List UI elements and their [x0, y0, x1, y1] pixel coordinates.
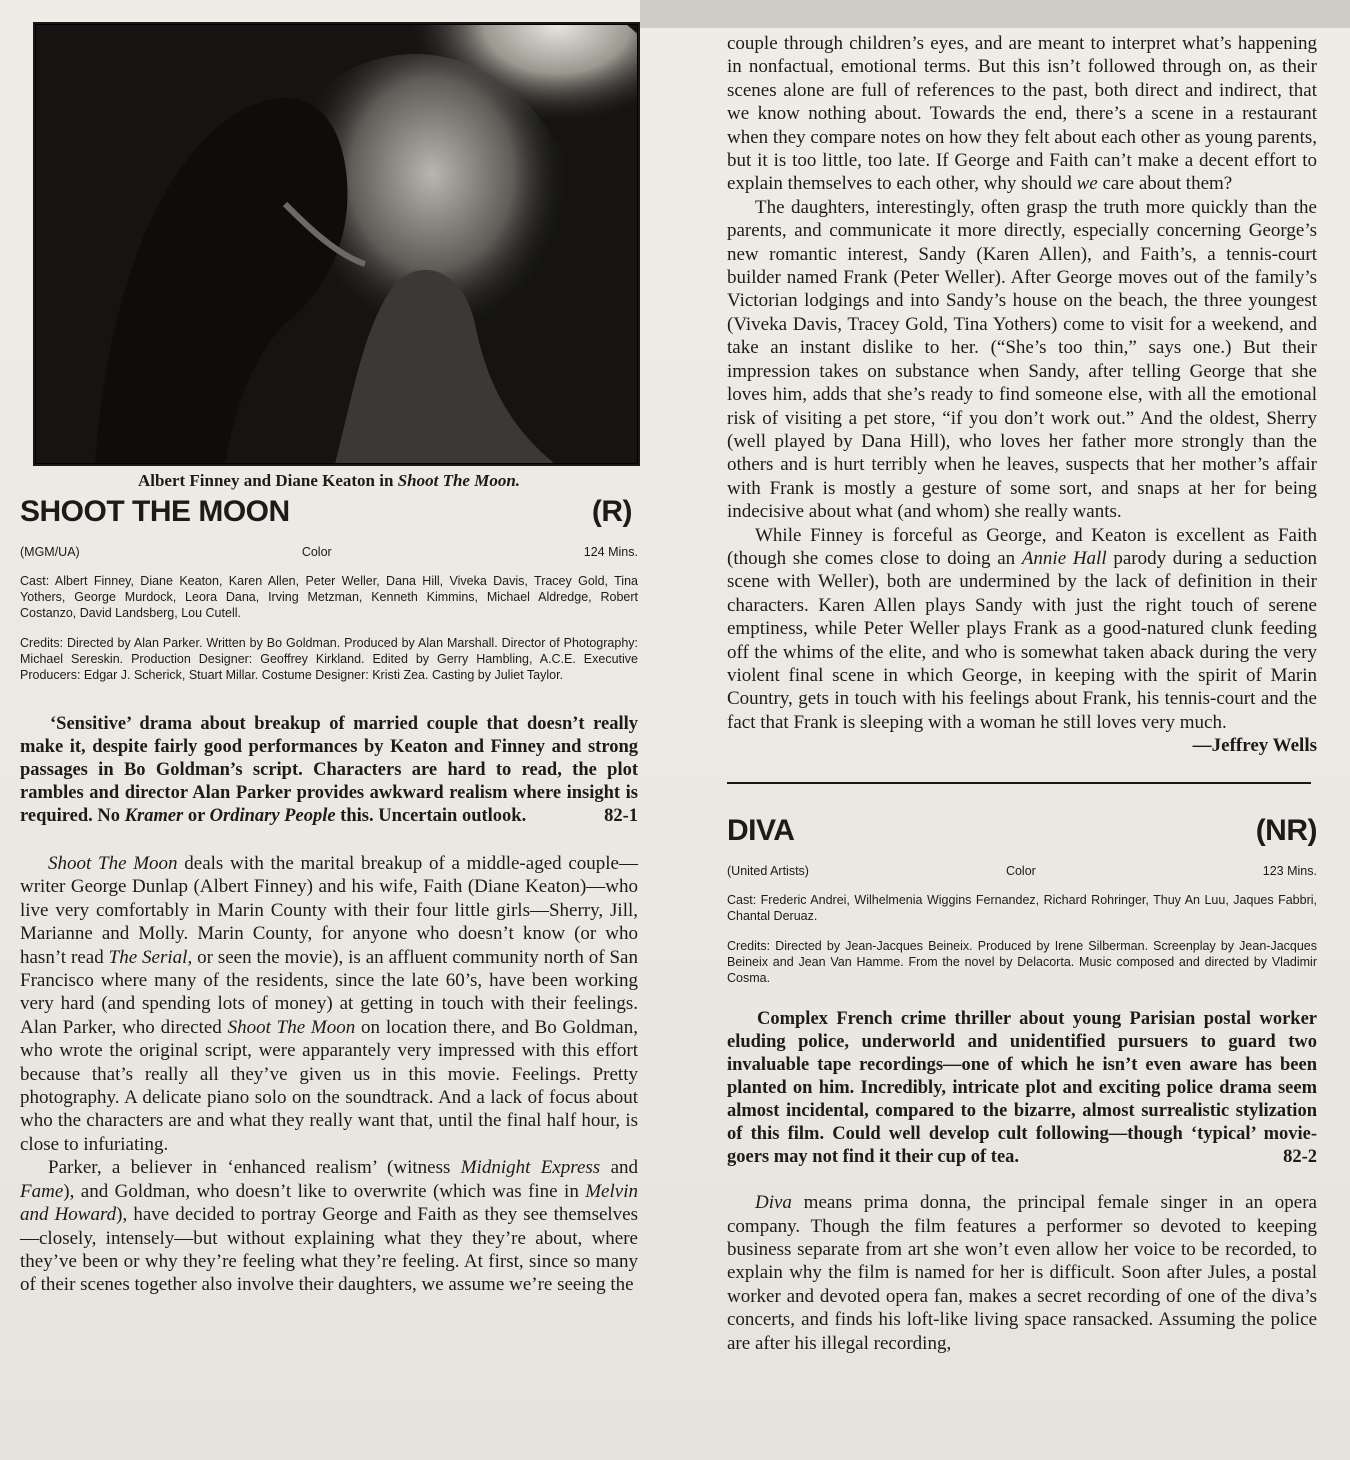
review-signature: —Jeffrey Wells [1192, 735, 1317, 757]
film-rating: (R) [591, 495, 632, 528]
photo-illustration [35, 24, 638, 464]
film-rating: (NR) [1255, 814, 1317, 848]
film-title: SHOOT THE MOON [20, 495, 290, 528]
film-cast: Cast: Frederic Andrei, Wilhelmenia Wiggins Fernandez, Richard Rohringer, Thuy An Luu, Jaques Fabbri, Chantal Deruaz. [727, 893, 1317, 924]
film-runtime: 123 Mins. [1262, 864, 1317, 879]
left-column [20, 22, 638, 1297]
review-body-left [20, 852, 638, 1297]
review-paragraph: While Finney is forceful as George, and Keaton is excellent as Faith (though she comes close to doing an Annie Hall parody during a seduction scene with Weller), both are undermined by the lack of definition in their characters. Karen Allen plays Sandy with just the right touch of serene emptiness, while Peter Weller plays Frank as a good-natured clunk feeding off the whims of the elite, and who is somewhat taken aback during the very violent final scene in which George, in keeping with the spirit of Marin Country, gets in touch with his feelings about Frank, his tennis-court and the fact that Frank is sleeping with a woman he still loves very much. —Jeffrey Wells [727, 524, 1317, 757]
section-divider [727, 782, 1311, 784]
review-summary: ‘Sensitive’ drama about breakup of married couple that doesn’t really make it, despite fairly good performances by Keaton and Finney and strong passages in Bo Goldman’s script. Characters are hard to read, the plot rambles and director Alan Parker provides awkward realism where insight is required. No Kramer or Ordinary People this. Uncertain outlook. 82-1 [20, 714, 638, 826]
film-still-photo [33, 22, 640, 466]
review-body-right [727, 32, 1317, 757]
film-color: Color [1005, 864, 1036, 879]
review-paragraph: Parker, a believer in ‘enhanced realism’ (witness Midnight Express and Fame), and Goldman, who doesn’t like to overwrite (which was fine in Melvin and Howard), have decided to portray George and Faith as they see themselves—closely, intensely—but without explaining what they they’re about, where they’ve been or why they’re feeling what they’re feeling. At first, since so many of their scenes together also involve their daughters, we assume we’re seeing the [20, 1157, 638, 1296]
review-paragraph: couple through children’s eyes, and are meant to interpret what’s happening in nonfactual, emotional terms. But this isn’t followed through on, as their scenes alone are full of references to the past, both direct and indirect, that we know nothing about. Towards the end, there’s a scene in a restaurant when they compare notes on how they felt about each other as young parents, but it is too little, too late. If George and Faith can’t make a decent effort to explain themselves to each other, why should we care about them? [727, 33, 1317, 195]
review-paragraph: Diva means prima donna, the principal female singer in an opera company. Though the film features a performer so devoted to keeping business separate from art she won’t even allow her voice to be recorded, to explain why the film is named for her is difficult. Soon after Jules, a postal worker and devoted opera fan, makes a secret recording of one of the diva’s concerts, and finds his loft-like living space ransacked. Assuming the police are after his illegal recording, [727, 1192, 1317, 1354]
film-meta [727, 864, 1317, 878]
film-cast: Cast: Albert Finney, Diane Keaton, Karen Allen, Peter Weller, Dana Hill, Viveka Davis, Tracey Gold, Tina Yothers, George Murdock, Leora Dana, Irving Metzman, Kenneth Kimmins, Michael Aldredge, Robert Costanzo, David Landsberg, Lou Cutell. [20, 574, 638, 620]
film-studio: (MGM/UA) [20, 545, 80, 559]
review-paragraph: Shoot The Moon deals with the marital breakup of a middle-aged couple—writer George Dunlap (Albert Finney) and his wife, Faith (Diane Keaton)—who live very comfortably in Marin County with their four little girls—Sherry, Jill, Marianne and Molly. Marin County, for anyone who doesn’t know (or who hasn’t read The Serial, or seen the movie), is an affluent community north of San Francisco where many of the residents, since the late 60’s, have been working very hard (and spending lots of money) at getting in touch with their feelings. Alan Parker, who directed Shoot The Moon on location there, and Bo Goldman, who wrote the original script, were apparantely very impressed with this effort because that’s really all they’ve given us in this movie. Feelings. Pretty photography. A delicate piano solo on the soundtrack. And a lack of focus about who the characters are and what they really want that, until the final half hour, is close to infuriating. [20, 853, 638, 1155]
film-meta [20, 545, 638, 559]
review-summary: Complex French crime thriller about young Parisian postal worker eluding police, underworld and unidentified pursuers to guard two invaluable tape recordings—one of which he isn’t even aware has been planted on him. Incredibly, intricate plot and exciting police drama seem almost incidental, compared to the bizarre, almost surrealistic stylization of this film. Could well develop cult following—though ‘typical’ movie-goers may not find it their cup of tea. 82-2 [727, 1009, 1317, 1168]
review-header-shoot [20, 495, 638, 529]
film-credits: Credits: Directed by Alan Parker. Written by Bo Goldman. Produced by Alan Marshall. Director of Photography: Michael Sereskin. Production Designer: Geoffrey Kirkland. Edited by Gerry Hambling, A.C.E. Executive Producers: Edgar J. Scherick, Stuart Millar. Costume Designer: Kristi Zea. Casting by Juliet Taylor. [20, 636, 638, 682]
photo-caption: Albert Finney and Diane Keaton in Shoot The Moon. [137, 471, 521, 490]
film-studio: (United Artists) [727, 864, 809, 879]
review-paragraph: The daughters, interestingly, often grasp the truth more quickly than the parents, and communicate it more directly, especially concerning George’s new romantic interest, Sandy (Karen Allen), and Faith’s, a tennis-court builder named Frank (Peter Weller). After George moves out of the family’s Victorian lodgings and into Sandy’s house on the beach, the three youngest (Viveka Davis, Tracey Gold, Tina Yothers) come to visit for a weekend, and take an instant dislike to her. (“She’s too thin,” says one.) But their impression takes on substance when Sandy, after telling George that she loves him, adds that she’s ready to find someone else, with all the emotional risk of visiting a pet store, “if you don’t work out.” And the oldest, Sherry (well played by Dana Hill), who loves her father more strongly than the others and is hurt terribly when he leaves, suspects that her mother’s affair with Frank is mostly a gesture of some sort, and snaps at her for being indecisive about what (and whom) she really wants. [727, 196, 1317, 523]
film-title: DIVA [727, 814, 795, 848]
page-edge-strip [640, 0, 1350, 28]
film-credits: Credits: Directed by Jean-Jacques Beineix. Produced by Irene Silberman. Screenplay by Jean-Jacques Beineix and Jean Van Hamme. From the novel by Delacorta. Music composed and directed by Vladimir Cosma. [727, 939, 1317, 986]
right-column [727, 32, 1317, 1355]
review-code: 82-1 [604, 806, 638, 826]
review-code: 82-2 [1283, 1147, 1317, 1168]
review-body-diva [727, 1191, 1317, 1355]
film-runtime: 124 Mins. [583, 545, 638, 559]
review-header-diva [727, 814, 1317, 848]
film-color: Color [301, 545, 332, 559]
